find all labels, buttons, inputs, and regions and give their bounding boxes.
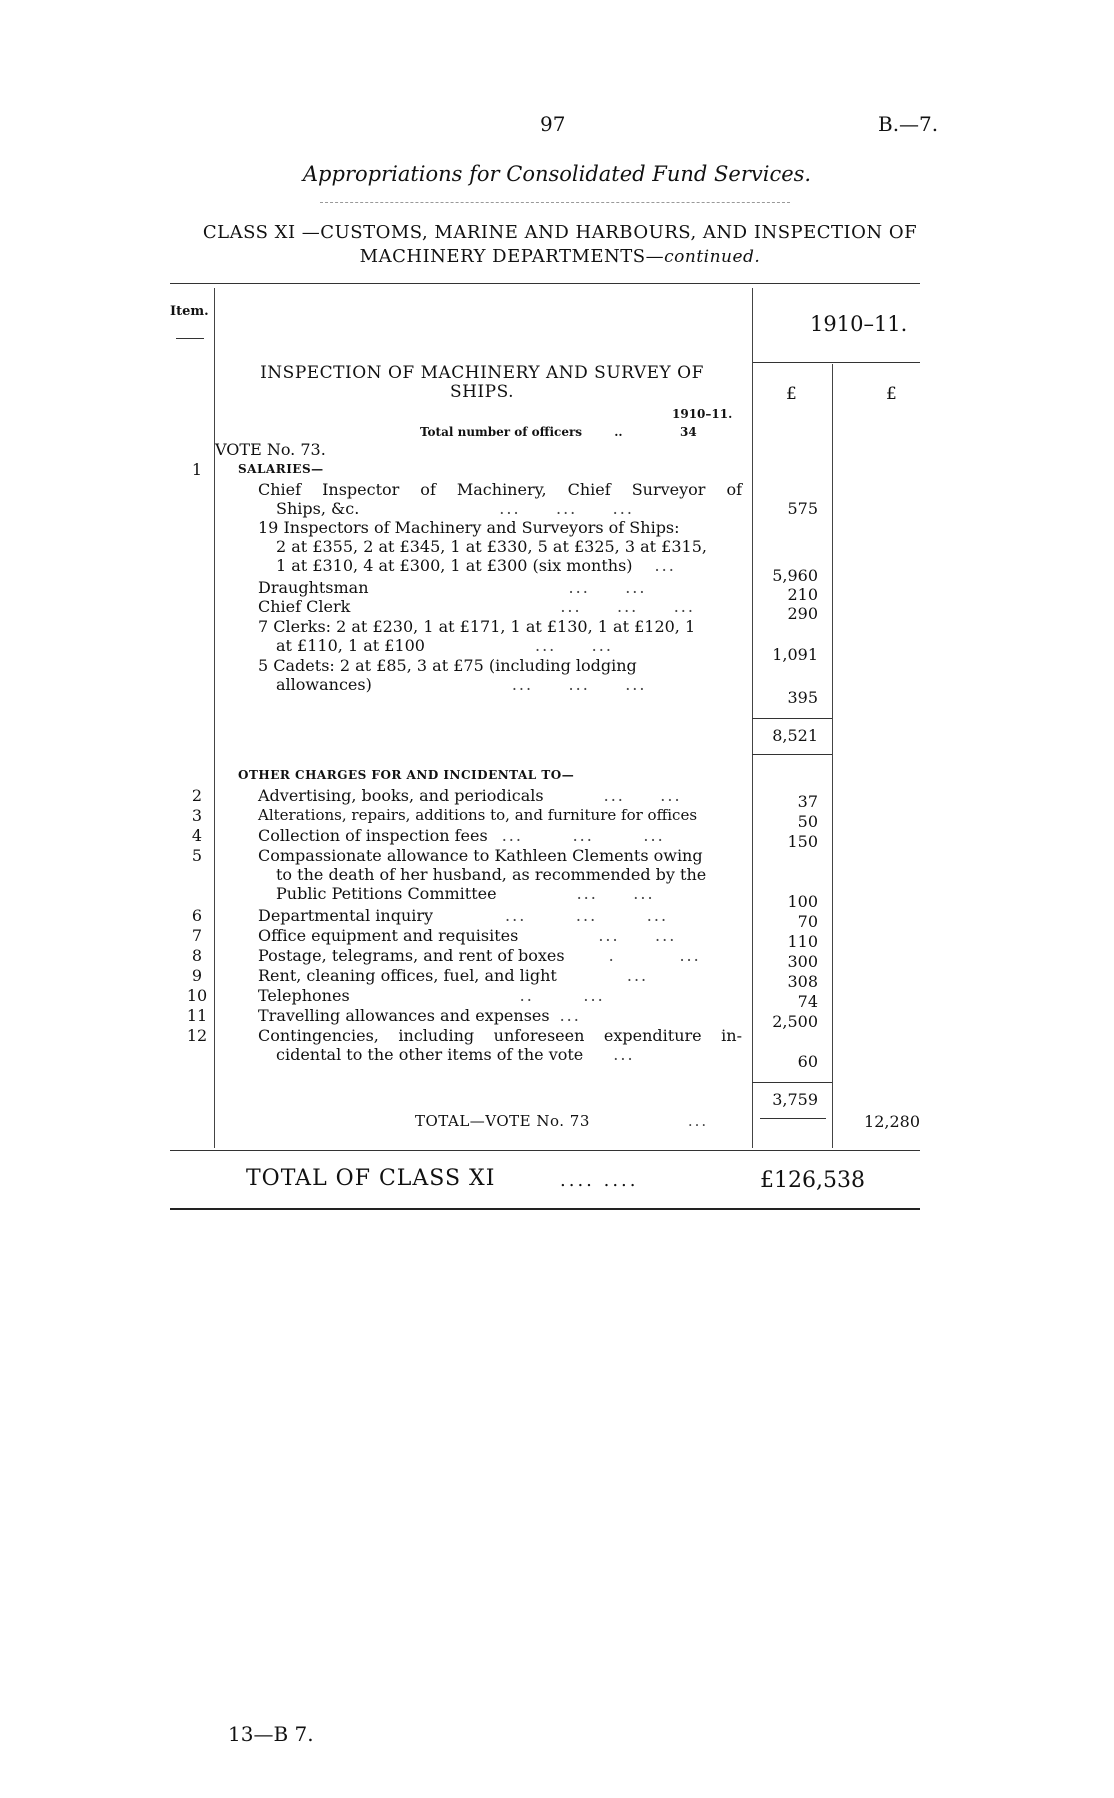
leader-dots: ... — [654, 556, 676, 575]
charge-amount: 50 — [797, 812, 818, 831]
desc-line: 19 Inspectors of Machinery and Surveyors of Ships: — [258, 518, 680, 537]
charge-desc — [258, 846, 742, 903]
charge-amount: 74 — [797, 992, 818, 1011]
year-column-header: 1910–11. — [810, 312, 908, 336]
other-charges-total: 3,759 — [772, 1090, 818, 1109]
charge-amount: 100 — [787, 892, 818, 911]
salaries-total-rule — [752, 754, 832, 755]
item-number: 10 — [186, 986, 208, 1005]
leader-dots: ... ... — [534, 636, 613, 655]
title-rule — [320, 202, 790, 203]
vote-total-label — [415, 1112, 708, 1130]
other-total-rule — [760, 1118, 826, 1119]
item-number: 5 — [191, 846, 203, 865]
officers-year: 1910–11. — [672, 407, 733, 421]
item-number: 2 — [191, 786, 203, 805]
vote-total-text: TOTAL—VOTE No. 73 — [415, 1112, 590, 1130]
charge-amount: 70 — [797, 912, 818, 931]
charge-desc — [258, 966, 742, 985]
desc-text: Chief Clerk — [258, 597, 351, 616]
item-number: 12 — [186, 1026, 208, 1045]
salary-amount: 1,091 — [772, 645, 818, 664]
leader-dots: .. ... — [519, 986, 605, 1005]
leader-dots: ... ... ... — [560, 597, 695, 616]
leader-dots: ... ... ... — [511, 675, 647, 694]
item-number: 11 — [186, 1006, 208, 1025]
officers-dots: .. — [614, 425, 623, 439]
desc-text: Travelling allowances and expenses — [258, 1006, 550, 1025]
item-column-divider — [214, 288, 215, 1148]
section-title — [222, 364, 742, 402]
table-bottom-rule — [170, 1150, 920, 1151]
charge-amount: 60 — [797, 1052, 818, 1071]
page-number: 97 — [540, 112, 566, 136]
desc-text: Telephones — [258, 986, 350, 1005]
desc-line — [258, 597, 742, 616]
charge-desc — [258, 1006, 742, 1025]
salary-desc — [258, 617, 742, 655]
leader-dots: ... — [626, 966, 649, 985]
class-heading-line2 — [170, 246, 950, 267]
desc-text: at £110, 1 at £100 — [276, 636, 425, 655]
desc-line — [258, 578, 742, 597]
vote-total-value: 12,280 — [864, 1112, 920, 1131]
leader-dots: . ... — [608, 946, 701, 965]
salaries-total: 8,521 — [772, 726, 818, 745]
item-number: 4 — [191, 826, 203, 845]
desc-text: Office equipment and requisites — [258, 926, 519, 945]
leader-dots: ... — [559, 1006, 581, 1025]
desc-text: Rent, cleaning offices, fuel, and light — [258, 966, 557, 985]
charge-desc — [258, 906, 742, 925]
desc-text: Ships, &c. — [276, 499, 360, 518]
section-title-line2: SHIPS. — [449, 382, 515, 402]
item-number: 3 — [191, 806, 203, 825]
other-charges-heading: OTHER CHARGES FOR AND INCIDENTAL TO— — [238, 768, 575, 782]
salary-amount: 290 — [787, 604, 818, 623]
class-heading-line1: CLASS XI —CUSTOMS, MARINE AND HARBOURS, AND INSPECTION OF — [202, 222, 918, 243]
charge-amount: 37 — [797, 792, 818, 811]
salary-desc — [258, 656, 742, 694]
desc-line — [258, 884, 742, 903]
salary-amount: 5,960 — [772, 566, 818, 585]
charge-desc — [258, 826, 742, 845]
desc-line: 5 Cadets: 2 at £85, 3 at £75 (including lodging — [258, 656, 637, 675]
item-number: 6 — [191, 906, 203, 925]
other-subtotal-rule — [752, 1082, 832, 1083]
charge-amount: 110 — [787, 932, 818, 951]
leader-dots: ... ... — [568, 578, 647, 597]
salary-desc — [258, 578, 742, 597]
desc-line: 2 at £355, 2 at £345, 1 at £330, 5 at £325, 3 at £315, — [276, 537, 707, 556]
item-number: 7 — [191, 926, 203, 945]
salary-desc — [258, 597, 742, 616]
item-number: 8 — [191, 946, 203, 965]
class-heading-main: MACHINERY DEPARTMENTS— — [359, 246, 665, 267]
section-title-line1: INSPECTION OF MACHINERY AND SURVEY OF — [260, 363, 704, 383]
desc-text: Public Petitions Committee — [276, 884, 497, 903]
document-reference: B.—7. — [878, 112, 939, 136]
charge-desc — [258, 926, 742, 945]
desc-text: Postage, telegrams, and rent of boxes — [258, 946, 565, 965]
desc-line — [258, 636, 742, 655]
table-top-rule — [170, 283, 920, 284]
desc-line — [258, 675, 742, 694]
salaries-heading: SALARIES— — [238, 462, 324, 476]
desc-line — [258, 499, 742, 518]
item-number: 9 — [191, 966, 203, 985]
vote-number: VOTE No. 73. — [215, 440, 326, 459]
desc-text: Departmental inquiry — [258, 906, 434, 925]
leader-dots: ... ... ... — [499, 499, 634, 518]
year-header-rule — [752, 362, 920, 363]
class-total-dots: .... .... — [560, 1170, 639, 1191]
charge-desc — [258, 786, 742, 805]
charge-amount: 150 — [787, 832, 818, 851]
officers-label-text: Total number of officers — [420, 425, 583, 439]
charge-amount: 300 — [787, 952, 818, 971]
salaries-subtotal-rule — [752, 718, 832, 719]
desc-text: Advertising, books, and periodicals — [258, 786, 544, 805]
class-heading-continued: continued. — [664, 247, 761, 267]
signature-footer: 13—B 7. — [228, 1722, 314, 1746]
desc-line: Compassionate allowance to Kathleen Clements owing — [258, 846, 703, 865]
class-total-value: £126,538 — [760, 1168, 865, 1193]
desc-line: to the death of her husband, as recommended by the — [276, 865, 707, 884]
officers-value: 34 — [680, 425, 697, 439]
leader-dots: ... ... — [576, 884, 655, 903]
desc-line: Contingencies, including unforeseen expenditure in- — [258, 1026, 742, 1045]
leader-dots: ... ... — [603, 786, 682, 805]
leader-dots: ... — [687, 1112, 709, 1130]
currency-symbol-2: £ — [886, 384, 897, 404]
charge-desc — [258, 1026, 742, 1064]
class-total-label: TOTAL OF CLASS XI — [246, 1166, 496, 1191]
page-title: Appropriations for Consolidated Fund Services. — [302, 162, 812, 186]
charge-desc: Alterations, repairs, additions to, and furniture for offices — [258, 806, 698, 824]
desc-text: 1 at £310, 4 at £300, 1 at £300 (six months) — [276, 556, 633, 575]
desc-line: Chief Inspector of Machinery, Chief Surveyor of — [258, 480, 742, 499]
desc-text: cidental to the other items of the vote — [276, 1045, 584, 1064]
leader-dots: ... — [613, 1045, 635, 1064]
salary-amount: 395 — [787, 688, 818, 707]
desc-text: Collection of inspection fees — [258, 826, 488, 845]
charge-amount: 308 — [787, 972, 818, 991]
charge-desc — [258, 946, 742, 965]
salary-amount: 210 — [787, 585, 818, 604]
desc-text: allowances) — [276, 675, 372, 694]
leader-dots: ... ... ... — [505, 906, 669, 925]
salary-amount: 575 — [787, 499, 818, 518]
item-column-header: Item. — [170, 304, 209, 319]
leader-dots: ... ... — [598, 926, 677, 945]
salary-desc — [258, 480, 742, 518]
class-total-rule — [170, 1208, 920, 1210]
desc-line: 7 Clerks: 2 at £230, 1 at £171, 1 at £130, 1 at £120, 1 — [258, 617, 696, 636]
item-number: 1 — [191, 460, 203, 479]
charge-desc — [258, 986, 742, 1005]
officers-label — [420, 425, 623, 439]
amount-column-divider — [832, 364, 833, 1148]
charge-amount: 2,500 — [772, 1012, 818, 1031]
item-header-rule — [176, 338, 204, 339]
currency-symbol-1: £ — [786, 384, 797, 404]
desc-text: Draughtsman — [258, 578, 369, 597]
leader-dots: ... ... ... — [501, 826, 665, 845]
desc-line — [258, 1045, 742, 1064]
salary-desc — [258, 518, 742, 575]
desc-line — [258, 556, 742, 575]
